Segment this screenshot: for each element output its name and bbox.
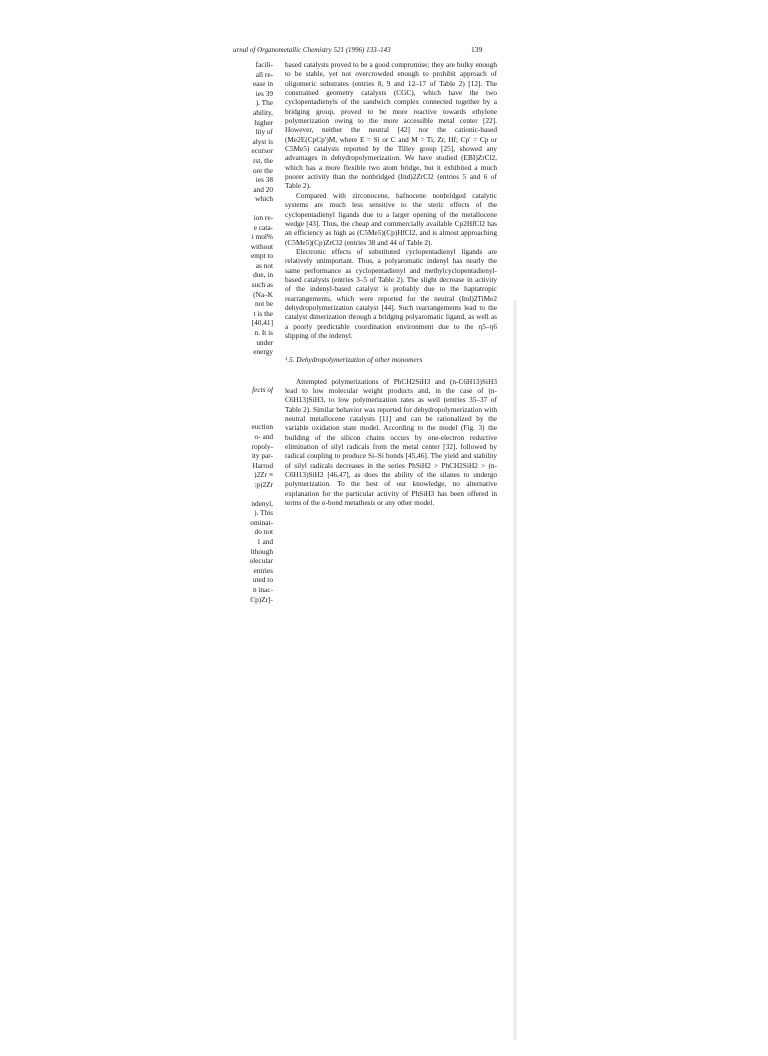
right-text-column <box>285 60 497 507</box>
left-line: ropoly- <box>251 441 273 451</box>
left-block-4 <box>228 499 273 605</box>
left-line: facili- <box>255 60 273 69</box>
left-line: ecursor <box>251 146 273 156</box>
paragraph-other-monomers: Attempted polymerizations of PhCH2SiH3 and (n-C6H13)SiH3 lead to low molecular weight products and, in the case of (n-C6H13)SiH3, to low polymerization rates as well (entries 35–37 of Table 2). Similar behavior was reported for dehydropolymerization with neutral metallocene catalysts [11] and can be rationalized by the variable oxidation state model. According to the model (Fig. 3) the building of the silicon chains occurs by one-electron reductive elimination of silyl radicals from the metal center [32], followed by radical coupling to produce Si–Si bonds [45,46]. The yield and stability of silyl radicals decreases in the series PhSiH2 > PhCH2SiH2 > (n-C6H13)SiH2 [46,47], as does the ability of the silanes to undergo polymerization. To the best of our knowledge, no alternative explanation for the particular activity of PhSiH3 has been offered in terms of the σ-bond metathesis or any other model. <box>285 376 497 508</box>
left-line: t is the <box>253 308 273 318</box>
left-line: i mol% <box>251 232 273 242</box>
left-line: energy <box>253 347 273 357</box>
left-line: [40,41] <box>251 318 273 328</box>
left-line: ). This <box>254 508 273 518</box>
paragraph-hafnocene: Compared with zirconocene, hafnocene nonbridged catalytic systems are much less sensitive to the steric effects of the cyclopentadienyl ligands due to a larger opening of the metallocene wedge [43]. Thus, the cheap and commercially available Cp2HfCl2 has an efficiency as high as (C5Me5)(Cp)HfCl2, and is almost approaching (C5Me5)(Cp)ZrCl2 (entries 38 and 44 of Table 2). <box>285 190 497 247</box>
left-line: e cata- <box>253 222 273 232</box>
left-line: alyst is <box>252 136 273 146</box>
left-line: empt to <box>250 251 273 261</box>
left-line: o- and <box>254 432 273 441</box>
page-edge-shadow <box>513 300 517 1040</box>
paragraph-metallocene-catalysts: based catalysts proved to be a good compromise; they are bulky enough to be stable, yet not overcrowded enough to prohibit approach of oligomeric substrates (entries 8, 9 and 12–17 of Table 2) [12]. The constrained geometry catalysts (CGC), which have the two cyclopentadienyls of the sandwich complex connected together by a bridging group, proved to be more reactive towards ethylene polymerization owing to the more accessible metal center [22]. However, neither the neutral [42] nor the cationic-based (Me2E(CpCp′)M, where E = Si or C and M = Ti, Zr, Hf; Cp′ = Cp or C5Me5) catalysts reported by the Tilley group [25], showed any advantages in dehydropolymerization. We have studied (EBI)ZrCl2, which has a more flexible two atom bridge, but it exhibited a much poorer activity than the nonbridged (Ind)2ZrCl2 (entries 5 and 6 of Table 2). <box>285 60 497 191</box>
left-line: ndenyl, <box>251 498 273 508</box>
left-line: ore the <box>252 165 273 175</box>
left-line: euction <box>251 422 273 432</box>
left-line: rst, the <box>253 155 273 165</box>
left-line: and 20 <box>253 184 273 194</box>
left-line: such as <box>251 280 273 290</box>
left-line: n inac- <box>252 584 273 594</box>
left-line: ease in <box>252 79 273 89</box>
left-line: ). The <box>255 98 273 108</box>
section-heading: ¹.5. Dehydropolymerization of other monomers <box>285 355 423 365</box>
left-line: lthough <box>250 546 273 556</box>
left-line: :p)2Zr <box>254 479 273 489</box>
left-line: (Na–K <box>253 289 273 299</box>
left-block-2 <box>228 213 273 357</box>
left-line: lity of <box>255 127 273 137</box>
left-line: do not <box>254 527 273 537</box>
left-line: olecular <box>249 556 273 566</box>
left-line: Cp)Zr]- <box>250 594 273 604</box>
left-line: Harrod <box>252 460 273 470</box>
left-line: )2Zr ≡ <box>254 470 273 480</box>
left-cropped-column <box>228 60 273 604</box>
left-line: all re- <box>255 69 273 79</box>
left-line: ion re- <box>253 212 273 222</box>
left-line: as not <box>255 260 273 270</box>
left-line: entries <box>253 565 273 575</box>
left-line: ominat- <box>250 517 273 527</box>
left-line: without <box>250 241 273 251</box>
left-line: not be <box>254 299 273 309</box>
left-line: 1 and <box>256 536 273 546</box>
paragraph-electronic-effects: Electronic effects of substituted cyclopentadienyl ligands are relatively unimportant. Thus, a polyaromatic indenyl has nearly the same performance as cyclopentadienyl and methylcyclopentadienyl-based catalysts (entries 3–5 of Table 2). The slight decrease in activity of the indenyl-based catalyst is probably due to the haptatropic rearrangements, which were reported for the neutral (Ind)2TiMe2 dehydropolymerization catalyst [44]. Such rearrangements lead to the catalyst dimerization through a bridging polyaromatic ligand, as well as a poorly predictable coordination environment due to the η5–η6 slipping of the indenyl. <box>285 246 497 340</box>
running-head: urnal of Organometallic Chemistry 521 (1996) 133–143 <box>233 46 391 54</box>
page-number: 139 <box>471 45 483 54</box>
left-line: higher <box>254 117 273 127</box>
left-block-1 <box>228 60 273 204</box>
left-line: ity par- <box>251 451 273 461</box>
left-line: which <box>255 194 273 204</box>
left-block-3 <box>228 422 273 489</box>
left-line: under <box>256 337 273 347</box>
left-line: ies 38 <box>255 175 273 185</box>
left-line: ies 39 <box>255 88 273 98</box>
left-line: n. It is <box>254 328 273 338</box>
left-line: uted to <box>252 575 273 585</box>
left-line: ability, <box>253 107 273 117</box>
left-line: due, in <box>253 270 273 280</box>
left-heading-fragment: fects of <box>252 384 273 394</box>
